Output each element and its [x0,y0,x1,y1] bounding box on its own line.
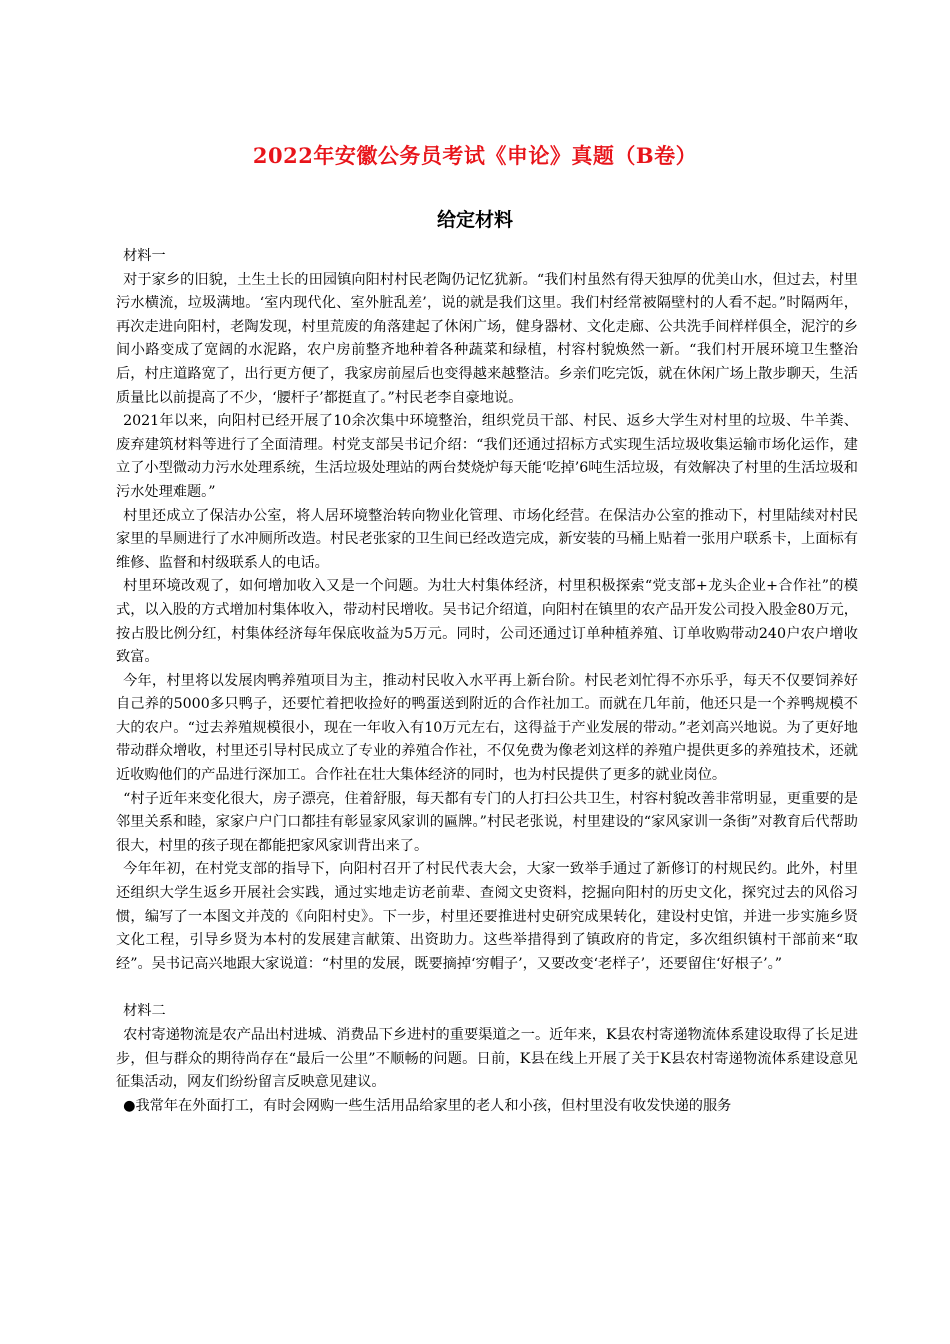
paragraph: 对于家乡的旧貌，土生土长的田园镇向阳村村民老陶仍记忆犹新。“我们村虽然有得天独厚的优美山水，但过去，村里污水横流，垃圾满地。‘室内现代化、室外脏乱差’，说的就是我们这里。我们村经常被隔壁村的人看不起。”时隔两年，再次走进向阳村，老陶发现，村里荒废的角落建起了休闲广场，健身器材、文化走廊、公共洗手间样样俱全，泥泞的乡间小路变成了宽阔的水泥路，农户房前整齐地种着各种蔬菜和绿植，村容村貌焕然一新。“我们村开展环境卫生整治后，村庄道路宽了，出行更方便了，我家房前屋后也变得越来越整洁。乡亲们吃完饭，就在休闲广场上散步聊天，生活质量比以前提高了不少，‘腰杆子’都挺直了。”村民老李自豪地说。 [116,271,858,406]
paragraph: “村子近年来变化很大，房子漂亮，住着舒服，每天都有专门的人打扫公共卫生，村容村貌改善非常明显，更重要的是邻里关系和睦，家家户户门口都挂有彰显家风家训的匾牌。”村民老张说，村里建设的“家风家训一条街”对教育后代帮助很大，村里的孩子现在都能把家风家训背出来了。 [116,790,858,854]
document-body [116,245,858,1118]
material-two-label: 材料二 [123,1003,166,1020]
section-title: 给定材料 [436,209,513,231]
paragraph: 今年，村里将以发展肉鸭养殖项目为主，推动村民收入水平再上新台阶。村民老刘忙得不亦乐乎，每天不仅要饲养好自己养的5000多只鸭子，还要忙着把收捡好的鸭蛋送到附近的合作社加工。而就在几年前，他还只是一个养鸭规模不大的农户。“过去养殖规模很小，现在一年收入有10万元左右，这得益于产业发展的带动。”老刘高兴地说。为了更好地带动群众增收，村里还引导村民成立了专业的养殖合作社，不仅免费为像老刘这样的养殖户提供更多的养殖技术，还就近收购他们的产品进行深加工。合作社在壮大集体经济的同时，也为村民提供了更多的就业岗位。 [116,672,858,784]
section-gap [116,976,858,1000]
material-one-label: 材料一 [123,248,166,264]
paragraph: 今年年初，在村党支部的指导下，向阳村召开了村民代表大会，大家一致举手通过了新修订的村规民约。此外，村里还组织大学生返乡开展社会实践，通过实地走访老前辈、查阅文史资料，挖掘向阳村的历史文化，探究过去的风俗习惯，编写了一本图文并茂的《向阳村史》。下一步，村里还要推进村史研究成果转化，建设村史馆，并进一步实施乡贤文化工程，引导乡贤为本村的发展建言献策、出资助力。这些举措得到了镇政府的肯定，多次组织镇村干部前来“取经”。吴书记高兴地跟大家说道：“村里的发展，既要摘掉‘穷帽子’，又要改变‘老样子’，还要留住‘好根子’。” [116,861,858,972]
paragraph: 村里还成立了保洁办公室，将人居环境整治转向物业化管理、市场化经营。在保洁办公室的推动下，村里陆续对村民家里的旱厕进行了水冲厕所改造。村民老张家的卫生间已经改造完成，新安装的马桶上贴着一张用户联系卡，上面标有维修、监督和村级联系人的电话。 [116,507,858,571]
paragraph: 农村寄递物流是农产品出村进城、消费品下乡进村的重要渠道之一。近年来，K县农村寄递物流体系建设取得了长足进步，但与群众的期待尚存在“最后一公里”不顺畅的问题。日前，K县在线上开展了关于K县农村寄递物流体系建设意见征集活动，网友们纷纷留言反映意见建议。 [116,1027,858,1091]
paragraph: ●我常年在外面打工，有时会网购一些生活用品给家里的老人和小孩，但村里没有收发快递的服务 [123,1097,732,1114]
paragraph: 村里环境改观了，如何增加收入又是一个问题。为壮大村集体经济，村里积极探索“党支部+龙头企业+合作社”的模式，以入股的方式增加村集体收入，带动村民增收。吴书记介绍道，向阳村在镇里的农产品开发公司投入股金80万元，按占股比例分红，村集体经济每年保底收益为5万元。同时，公司还通过订单种植养殖、订单收购带动240户农户增收致富。 [116,578,858,666]
document-title: 2022年安徽公务员考试《申论》真题（B卷） [252,143,698,168]
paragraph: 2021年以来，向阳村已经开展了10余次集中环境整治，组织党员干部、村民、返乡大学生对村里的垃圾、牛羊粪、废弃建筑材料等进行了全面清理。村党支部吴书记介绍：“我们还通过招标方式实现生活垃圾收集运输市场化运作，建立了小型微动力污水处理系统，生活垃圾处理站的两台焚烧炉每天能‘吃掉’6吨生活垃圾，有效解决了村里的生活垃圾和污水处理难题。” [116,413,858,500]
